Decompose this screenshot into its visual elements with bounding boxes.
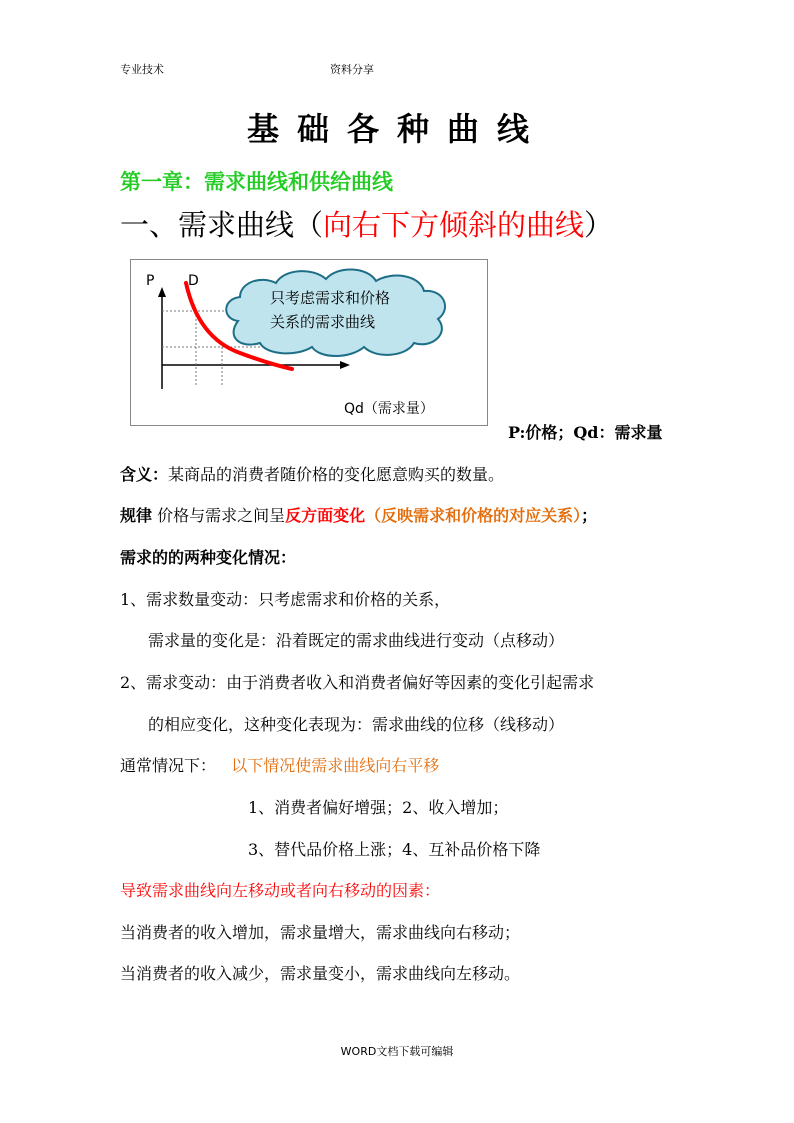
normal-orange: 以下情况使需求曲线向右平移: [231, 756, 440, 775]
rule-paragraph: [120, 503, 597, 526]
chapter-heading: 第一章：需求曲线和供给曲线: [120, 169, 393, 194]
header-center: 资料分享: [330, 63, 374, 76]
item2-line2: 的相应变化，这种变化表现为：需求曲线的位移（线移动）: [148, 715, 565, 734]
p-axis-label: P: [146, 273, 155, 289]
rule-end: ；: [581, 506, 598, 525]
demand-curve-figure: [130, 259, 490, 427]
normal-paragraph: [120, 753, 439, 776]
item1-line2: 需求量的变化是：沿着既定的需求曲线进行变动（点移动）: [148, 631, 565, 650]
rule-text: 价格与需求之间呈: [157, 506, 286, 525]
meaning-text: 某商品的消费者随价格的变化愿意购买的数量。: [168, 465, 505, 484]
section-heading: [120, 203, 613, 244]
meaning-label: 含义：: [120, 465, 169, 484]
page-title: 基础各种曲线: [246, 110, 547, 148]
cloud-text-1: 只考虑需求和价格: [270, 289, 391, 307]
d-curve-label: D: [188, 273, 199, 289]
item1-line1: 1、需求数量变动：只考虑需求和价格的关系，: [120, 590, 451, 609]
factors-heading: 导致需求曲线向左移动或者向右移动的因素：: [120, 881, 441, 900]
header-left: 专业技术: [120, 63, 164, 76]
list-line1: 1、消费者偏好增强；2、收入增加；: [248, 798, 509, 817]
rule-red: 反方面变化: [285, 506, 366, 525]
two-changes-heading: 需求的的两种变化情况：: [120, 548, 297, 567]
section-suffix: ）: [584, 208, 614, 242]
figure-caption: P:价格；Qd：需求量: [508, 423, 663, 442]
income-down-paragraph: 当消费者的收入减少，需求量变小，需求曲线向左移动。: [120, 964, 521, 983]
income-up-paragraph: 当消费者的收入增加，需求量增大，需求曲线向右移动；: [120, 923, 521, 942]
x-axis-label: Qd（需求量）: [344, 401, 434, 417]
meaning-paragraph: [120, 462, 504, 485]
section-prefix: 一、需求曲线（: [120, 208, 324, 242]
section-highlight: 向右下方倾斜的曲线: [323, 208, 585, 242]
normal-label: 通常情况下：: [120, 756, 217, 775]
item2-line1: 2、需求变动：由于消费者收入和消费者偏好等因素的变化引起需求: [120, 673, 595, 692]
cloud-text-2: 关系的需求曲线: [270, 313, 376, 331]
rule-orange: （反映需求和价格的对应关系）: [365, 506, 582, 525]
page-footer: WORD文档下载可编辑: [340, 1045, 454, 1058]
list-line2: 3、替代品价格上涨；4、互补品价格下降: [248, 840, 541, 859]
rule-label: 规律: [120, 506, 153, 525]
